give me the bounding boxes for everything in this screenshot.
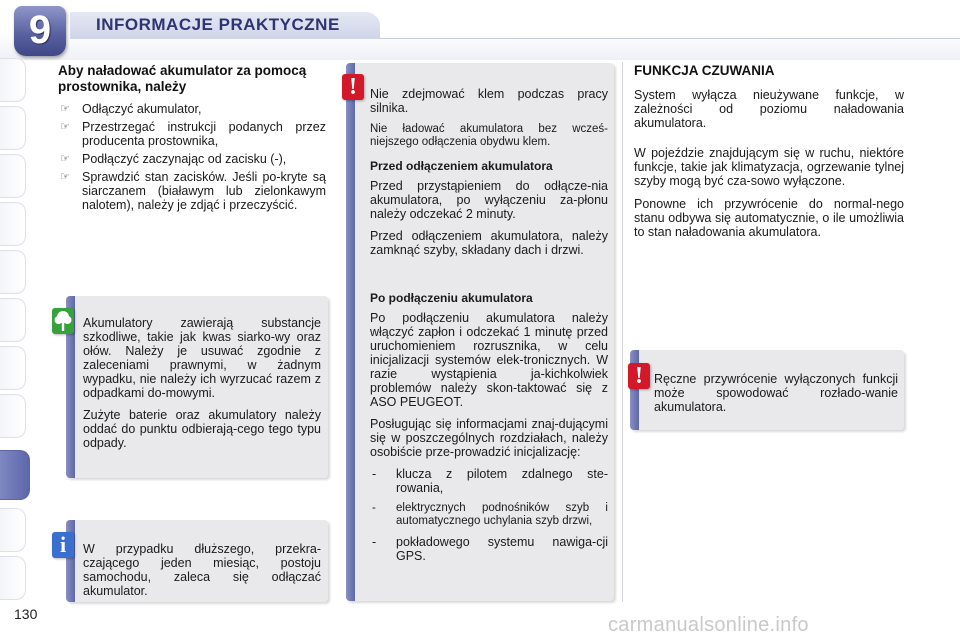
chapter-number-badge[interactable]: 9 (14, 6, 66, 56)
list-item: - klucza z pilotem zdalnego ste-rowania, (370, 467, 608, 495)
list-item: - pokładowego systemu nawiga-cji GPS. (370, 535, 608, 563)
side-tab[interactable] (0, 154, 26, 198)
battery-warning-text: Nie zdejmować klem podczas pracy silnika. Nie ładować akumulatora bez wcześ-niejszego odłączenia obydwu klem. Przed odłączeniem akumulatora Przed przystąpieniem do odłącze-nia akumulatora, po wyłączeniu za-płonu należy odczekać 2 minuty. Przed odłączeniem akumulatora, należy zamknąć szyby, składany dach i drzwi. Po podłączeniu akumulatora Po podłączeniu akumulatora należy włączyć zapłon i odczekać 1 minutę przed uruchomieniem rozrusznika, w celu inicjalizacji systemów elek-tronicznych. W razie wystąpienia ja-kichkolwiek problemów należy skon-taktować się z ASO PEUGEOT. Posługując się informacjami znaj-dującymi się w poszczególnych rozdziałach, należy osobiście prze-prowadzić inicjalizację: - klucza z pilotem zdalnego ste-rowania, - elektrycznych podnośników szyb i automatycznego uchylania szyb drzwi, - pokładowego systemu nawiga-cji GPS. (370, 87, 608, 570)
side-tab[interactable] (0, 106, 26, 150)
pointer-icon: ☞ (60, 103, 70, 115)
side-tab[interactable] (0, 298, 26, 342)
restore-warning-box (630, 350, 904, 430)
side-tab[interactable] (0, 556, 26, 600)
side-tab[interactable] (0, 250, 26, 294)
pointer-icon: ☞ (60, 153, 70, 165)
pointer-icon: ☞ (60, 171, 70, 183)
section-title-charging: Aby naładować akumulator za pomocą prostownika, należy (58, 63, 307, 94)
section-heading: Przed odłączeniem akumulatora (370, 159, 553, 173)
column-divider (622, 62, 623, 602)
list-item: - elektrycznych podnośników szyb i automatycznego uchylania szyb drzwi, (370, 502, 608, 528)
list-item: ☞ Sprawdzić stan zacisków. Jeśli po-kryte są siarczanem (białawym lub zielonkawym nalotem), należy je zdjąć i przeczyścić. (60, 170, 326, 212)
info-note-text: W przypadku dłuższego, przekra-czającego jeden miesiąc, postoju samochodu, zaleca się odłączać akumulator. (83, 542, 321, 598)
charging-steps-list (58, 102, 326, 216)
eco-note-text: Akumulatory zawierają substancje szkodliwe, takie jak kwas siarko-wy oraz ołów. Należy je usuwać zgodnie z zaleceniami prawnymi, w żadnym wypadku, nie należy ich wyrzucać razem z odpadkami do-mowymi. Zużyte baterie oraz akumulatory należy oddać do punktu odbierają-cego tego typu odpady. (83, 316, 321, 450)
pointer-icon: ☞ (60, 121, 70, 133)
side-tab[interactable] (0, 394, 26, 438)
side-tab-active[interactable] (0, 450, 30, 500)
section-title-standby: FUNKCJA CZUWANIA (634, 63, 775, 78)
list-item: ☞ Przestrzegać instrukcji podanych przez producenta prostownika, (60, 120, 326, 148)
box-accent-bar (346, 63, 355, 601)
side-tab[interactable] (0, 346, 26, 390)
section-heading: Po podłączeniu akumulatora (370, 291, 533, 305)
initialization-list (370, 467, 608, 563)
chapter-title: INFORMACJE PRAKTYCZNE (96, 15, 340, 34)
list-item: ☞ Odłączyć akumulator, (60, 102, 202, 116)
restore-warning-text: Ręczne przywrócenie wyłączonych funkcji może spowodować rozłado-wanie akumulatora. (654, 372, 898, 414)
watermark: carmanualsonline.info (608, 614, 809, 636)
page-number: 130 (14, 606, 38, 622)
side-tab[interactable] (0, 58, 26, 102)
side-tab[interactable] (0, 202, 26, 246)
side-tab[interactable] (0, 508, 26, 552)
warning-icon: ! (342, 74, 364, 100)
standby-description: System wyłącza nieużywane funkcje, w zależności od poziomu naładowania akumulatora. W pojeździe znajdującym się w ruchu, niektóre funkcje, takie jak klimatyzacja, ogrzewanie tylnej szyby mogą być cza-sowo wyłączone. Ponowne ich przywrócenie do normal-nego stanu odbywa się automatycznie, o ile umożliwia to stan naładowania akumulatora. (634, 88, 904, 239)
warning-icon: ! (628, 363, 650, 389)
battery-warning-box (346, 63, 614, 601)
list-item: ☞ Podłączyć zaczynając od zacisku (-), (60, 152, 287, 166)
info-icon: i (52, 532, 74, 558)
eco-note-box (66, 296, 328, 478)
info-note-box (66, 520, 328, 602)
box-accent-bar (630, 350, 639, 430)
eco-tree-icon (52, 308, 74, 334)
